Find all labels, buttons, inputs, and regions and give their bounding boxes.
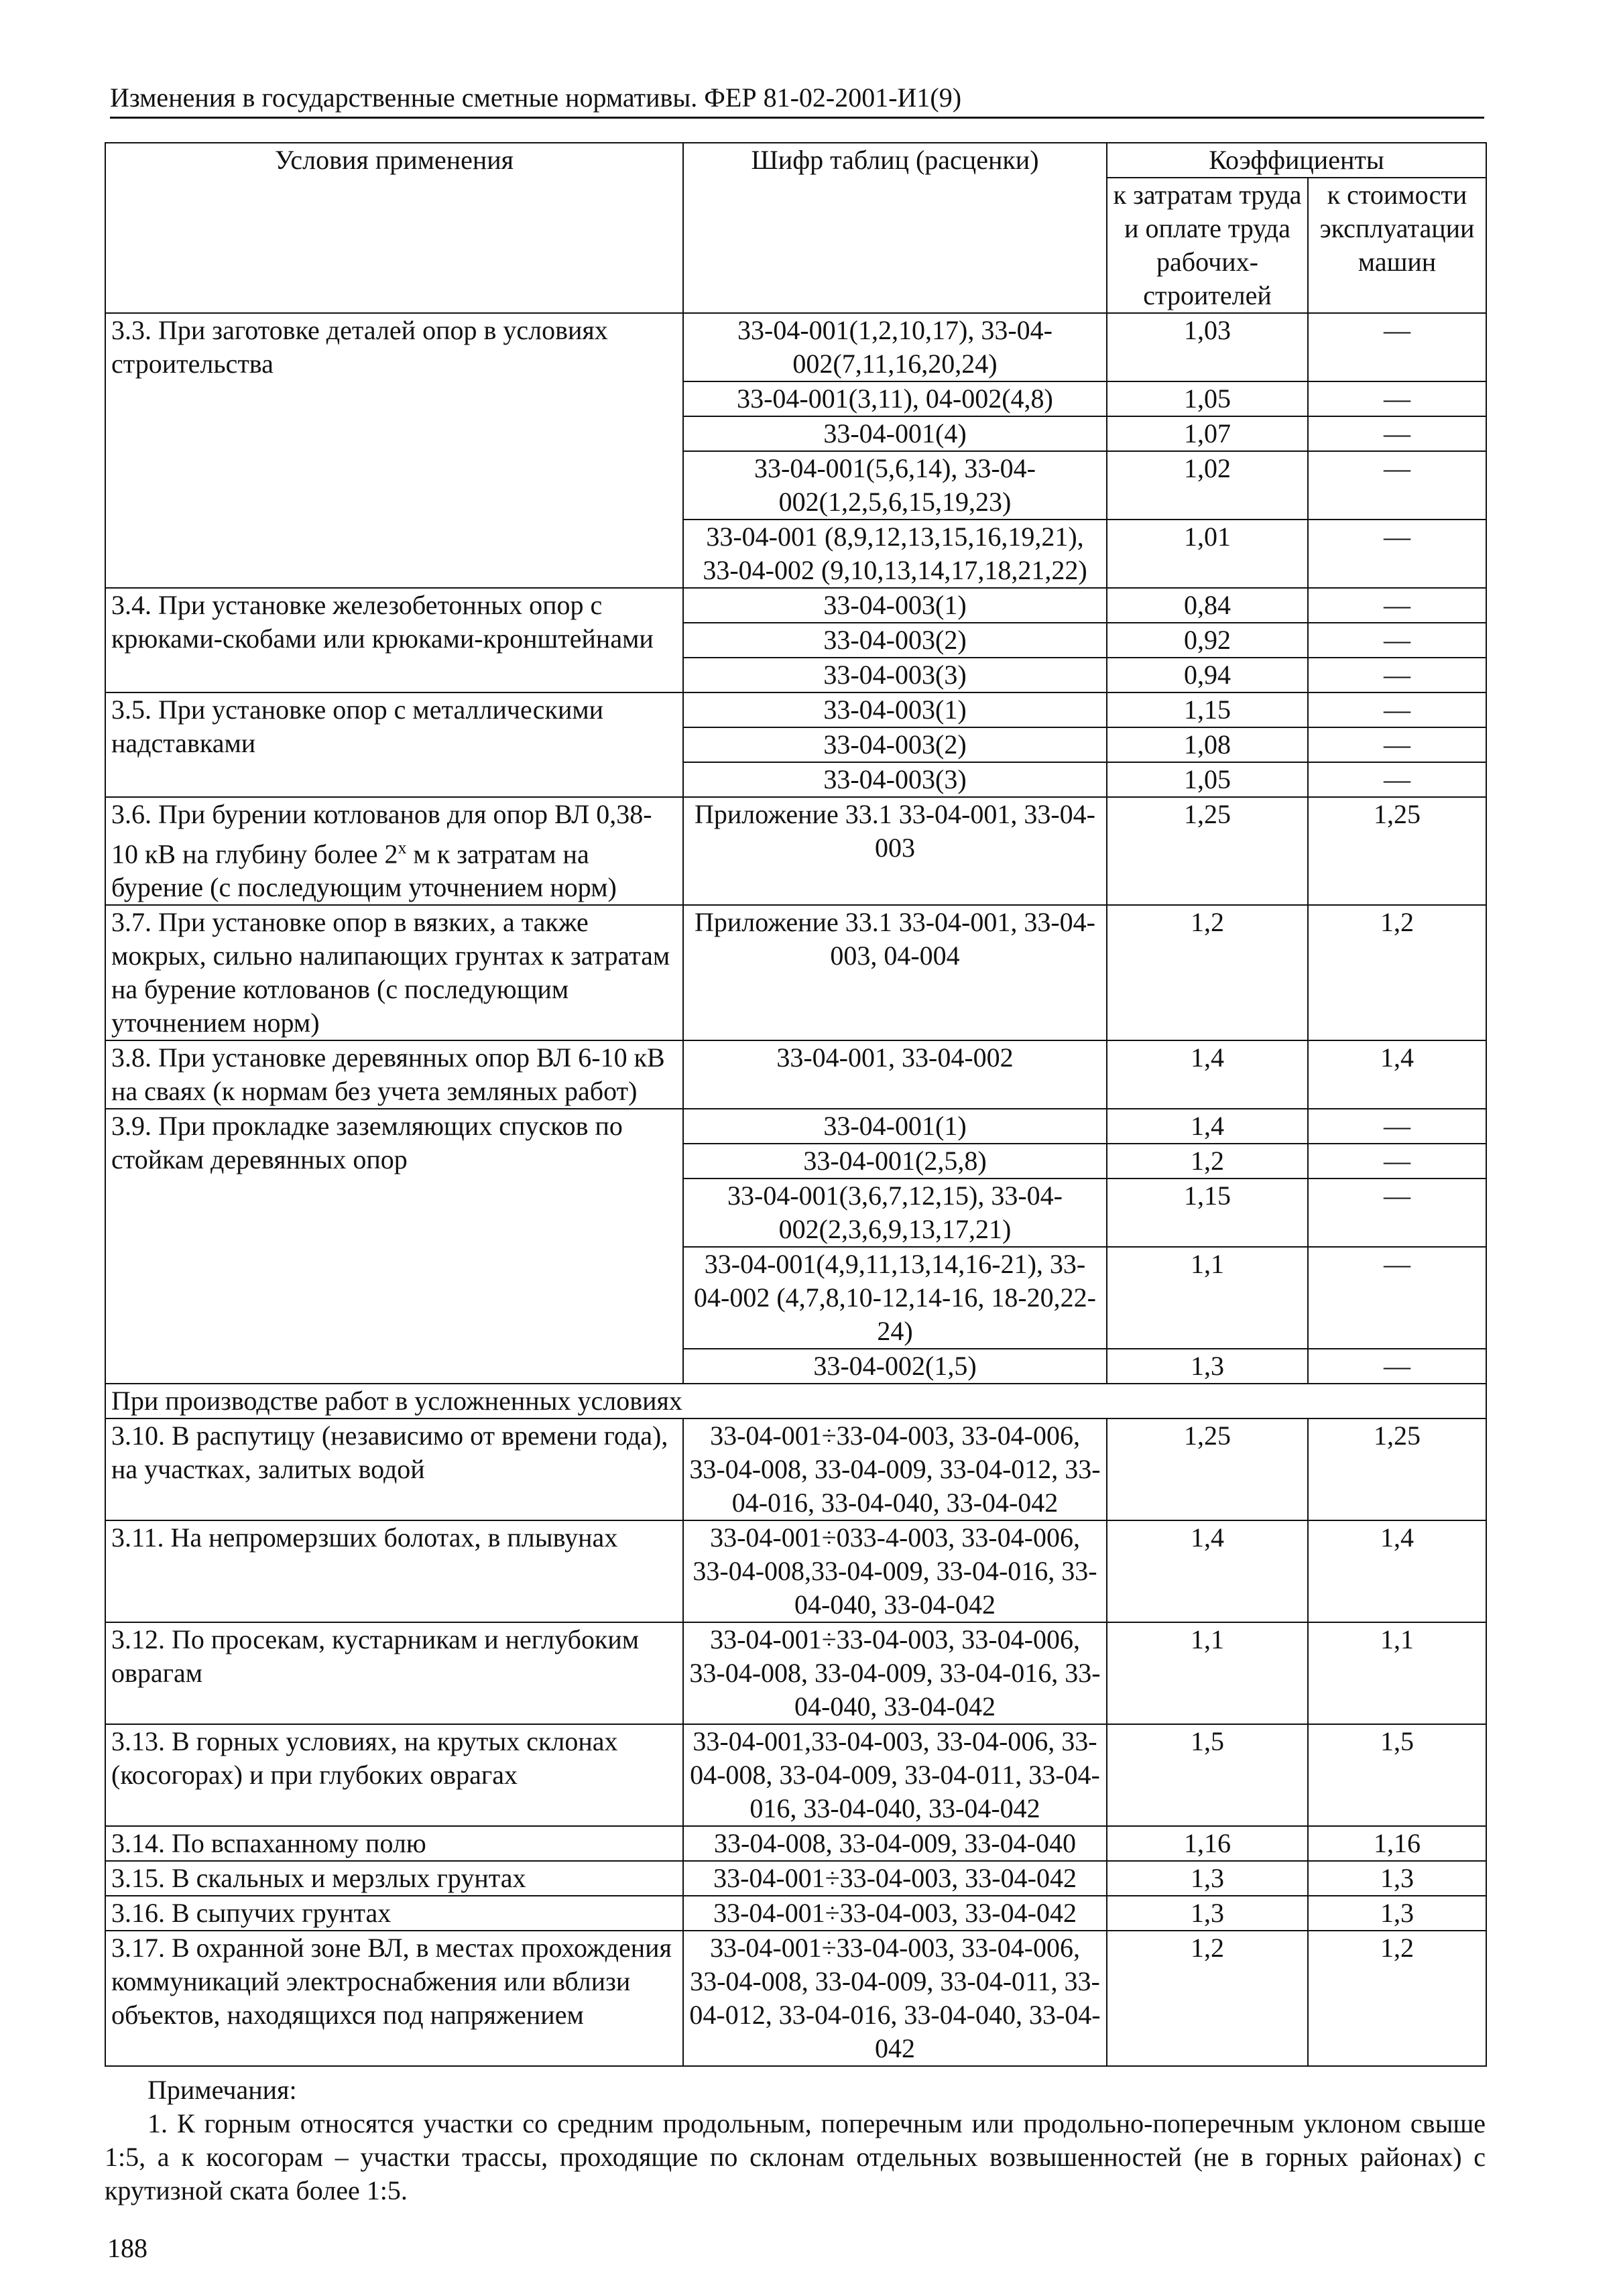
table-row [105, 692, 1486, 727]
machine-coefficient: — [1308, 658, 1486, 692]
labor-coefficient: 1,03 [1107, 313, 1308, 381]
machine-coefficient: 1,16 [1308, 1826, 1486, 1861]
table-row [105, 905, 1486, 1040]
labor-coefficient: 1,08 [1107, 727, 1308, 762]
labor-coefficient: 1,05 [1107, 762, 1308, 797]
page-number: 188 [107, 2233, 147, 2263]
machine-coefficient: 1,3 [1308, 1896, 1486, 1931]
labor-coefficient: 1,15 [1107, 692, 1308, 727]
code-cell: 33-04-001(1) [683, 1109, 1107, 1144]
code-cell: 33-04-001 (8,9,12,13,15,16,19,21), 33-04-002 (9,10,13,14,17,18,21,22) [683, 520, 1107, 588]
code-cell: 33-04-001, 33-04-002 [683, 1040, 1107, 1109]
code-cell: 33-04-003(1) [683, 588, 1107, 623]
labor-coefficient: 0,84 [1107, 588, 1308, 623]
section-row [105, 1384, 1486, 1418]
machine-coefficient: — [1308, 1247, 1486, 1349]
table-row [105, 1418, 1486, 1520]
machine-coefficient: 1,4 [1308, 1520, 1486, 1622]
code-cell: 33-04-003(1) [683, 692, 1107, 727]
machine-coefficient: — [1308, 1349, 1486, 1384]
labor-coefficient: 1,2 [1107, 905, 1308, 1040]
code-cell: 33-04-002(1,5) [683, 1349, 1107, 1384]
machine-coefficient: — [1308, 520, 1486, 588]
condition-cell: 3.8. При установке деревянных опор ВЛ 6-10 кВ на сваях (к нормам без учета земляных работ) [105, 1040, 683, 1109]
labor-coefficient: 1,01 [1107, 520, 1308, 588]
header-code: Шифр таблиц (расценки) [683, 143, 1107, 313]
labor-coefficient: 0,94 [1107, 658, 1308, 692]
labor-coefficient: 1,1 [1107, 1622, 1308, 1724]
table-row [105, 1520, 1486, 1622]
table-row [105, 1896, 1486, 1931]
condition-cell: 3.3. При заготовке деталей опор в условиях строительства [105, 313, 683, 588]
condition-cell: 3.12. По просекам, кустарникам и неглубоким оврагам [105, 1622, 683, 1724]
machine-coefficient: — [1308, 1144, 1486, 1179]
condition-cell: 3.13. В горных условиях, на крутых склонах (косогорах) и при глубоких оврагах [105, 1724, 683, 1826]
table-row [105, 797, 1486, 905]
notes-title: Примечания: [147, 2075, 297, 2105]
condition-cell: 3.11. На непромерзших болотах, в плывунах [105, 1520, 683, 1622]
code-cell: 33-04-001÷33-04-003, 33-04-006, 33-04-008, 33-04-009, 33-04-016, 33-04-040, 33-04-042 [683, 1622, 1107, 1724]
condition-cell: 3.4. При установке железобетонных опор с крюками-скобами или крюками-кронштейнами [105, 588, 683, 692]
table-row [105, 1724, 1486, 1826]
labor-coefficient: 1,16 [1107, 1826, 1308, 1861]
code-cell: Приложение 33.1 33-04-001, 33-04-003 [683, 797, 1107, 905]
code-cell: 33-04-001(2,5,8) [683, 1144, 1107, 1179]
labor-coefficient: 1,2 [1107, 1144, 1308, 1179]
labor-coefficient: 1,5 [1107, 1724, 1308, 1826]
condition-cell: 3.14. По вспаханному полю [105, 1826, 683, 1861]
condition-cell: 3.5. При установке опор с металлическими надставками [105, 692, 683, 797]
table-row [105, 1109, 1486, 1144]
code-cell: 33-04-008, 33-04-009, 33-04-040 [683, 1826, 1107, 1861]
note-item: 1. К горным относятся участки со средним продольным, поперечным или продольно-поперечным уклоном свыше 1:5, а к косогорам – участки трассы, проходящие по склонам отдельных возвышенностей (не в горных районах) с крутизной ската более 1:5. [105, 2108, 1486, 2206]
condition-cell: 3.6. При бурении котлованов для опор ВЛ 0,38-10 кВ на глубину более $2^х$ м к затратам на бурение (с последующим уточнением норм) [105, 797, 683, 905]
machine-coefficient: — [1308, 727, 1486, 762]
labor-coefficient: 1,05 [1107, 381, 1308, 416]
condition-cell: 3.9. При прокладке заземляющих спусков по стойкам деревянных опор [105, 1109, 683, 1384]
machine-coefficient: — [1308, 313, 1486, 381]
table-row [105, 588, 1486, 623]
table-row [105, 1622, 1486, 1724]
code-cell: 33-04-001(4,9,11,13,14,16-21), 33-04-002 (4,7,8,10-12,14-16, 18-20,22-24) [683, 1247, 1107, 1349]
table-row [105, 313, 1486, 381]
code-cell: 33-04-001(3,11), 04-002(4,8) [683, 381, 1107, 416]
labor-coefficient: 1,3 [1107, 1861, 1308, 1896]
machine-coefficient: 1,3 [1308, 1861, 1486, 1896]
condition-cell: 3.17. В охранной зоне ВЛ, в местах прохождения коммуникаций электроснабжения или вблизи объектов, находящихся под напряжением [105, 1931, 683, 2066]
section-title: При производстве работ в усложненных условиях [105, 1384, 1486, 1418]
machine-coefficient: — [1308, 1109, 1486, 1144]
machine-coefficient: 1,1 [1308, 1622, 1486, 1724]
labor-coefficient: 1,3 [1107, 1896, 1308, 1931]
code-cell: 33-04-001÷33-04-003, 33-04-042 [683, 1896, 1107, 1931]
code-cell: 33-04-001,33-04-003, 33-04-006, 33-04-008, 33-04-009, 33-04-011, 33-04-016, 33-04-040, 33-04-042 [683, 1724, 1107, 1826]
labor-coefficient: 1,4 [1107, 1040, 1308, 1109]
machine-coefficient: 1,5 [1308, 1724, 1486, 1826]
code-cell: Приложение 33.1 33-04-001, 33-04-003, 04-004 [683, 905, 1107, 1040]
page-header: Изменения в государственные сметные нормативы. ФЕР 81-02-2001-И1(9) [110, 82, 1484, 119]
labor-coefficient: 0,92 [1107, 623, 1308, 658]
machine-coefficient: — [1308, 381, 1486, 416]
machine-coefficient: — [1308, 1179, 1486, 1247]
machine-coefficient: — [1308, 416, 1486, 451]
table-body [105, 313, 1486, 2066]
machine-coefficient: 1,25 [1308, 797, 1486, 905]
header-condition: Условия применения [105, 143, 683, 313]
code-cell: 33-04-003(3) [683, 658, 1107, 692]
labor-coefficient: 1,1 [1107, 1247, 1308, 1349]
machine-coefficient: 1,2 [1308, 905, 1486, 1040]
condition-cell: 3.16. В сыпучих грунтах [105, 1896, 683, 1931]
labor-coefficient: 1,4 [1107, 1109, 1308, 1144]
machine-coefficient: — [1308, 451, 1486, 520]
code-cell: 33-04-001÷033-4-003, 33-04-006, 33-04-008,33-04-009, 33-04-016, 33-04-040, 33-04-042 [683, 1520, 1107, 1622]
labor-coefficient: 1,25 [1107, 797, 1308, 905]
machine-coefficient: — [1308, 623, 1486, 658]
coefficients-table [105, 142, 1487, 2067]
code-cell: 33-04-001÷33-04-003, 33-04-006, 33-04-008, 33-04-009, 33-04-012, 33-04-016, 33-04-040, 33-04-042 [683, 1418, 1107, 1520]
header-coefficients: Коэффициенты [1107, 143, 1486, 178]
condition-cell: 3.7. При установке опор в вязких, а также мокрых, сильно налипающих грунтах к затратам на бурение котлованов (с последующим уточнением норм) [105, 905, 683, 1040]
machine-coefficient: — [1308, 762, 1486, 797]
labor-coefficient: 1,07 [1107, 416, 1308, 451]
code-cell: 33-04-001÷33-04-003, 33-04-006, 33-04-008, 33-04-009, 33-04-011, 33-04-012, 33-04-016, 33-04-040, 33-04-042 [683, 1931, 1107, 2066]
labor-coefficient: 1,3 [1107, 1349, 1308, 1384]
labor-coefficient: 1,15 [1107, 1179, 1308, 1247]
condition-cell: 3.15. В скальных и мерзлых грунтах [105, 1861, 683, 1896]
machine-coefficient: — [1308, 588, 1486, 623]
header-machines: к стоимости эксплуатации машин [1308, 178, 1486, 313]
labor-coefficient: 1,25 [1107, 1418, 1308, 1520]
labor-coefficient: 1,2 [1107, 1931, 1308, 2066]
machine-coefficient: — [1308, 692, 1486, 727]
code-cell: 33-04-001(4) [683, 416, 1107, 451]
code-cell: 33-04-001(3,6,7,12,15), 33-04-002(2,3,6,9,13,17,21) [683, 1179, 1107, 1247]
code-cell: 33-04-001(1,2,10,17), 33-04-002(7,11,16,20,24) [683, 313, 1107, 381]
table-row [105, 1040, 1486, 1109]
table-row [105, 1861, 1486, 1896]
machine-coefficient: 1,2 [1308, 1931, 1486, 2066]
machine-coefficient: 1,4 [1308, 1040, 1486, 1109]
header-labor: к затратам труда и оплате труда рабочих-строителей [1107, 178, 1308, 313]
code-cell: 33-04-003(2) [683, 727, 1107, 762]
machine-coefficient: 1,25 [1308, 1418, 1486, 1520]
code-cell: 33-04-003(2) [683, 623, 1107, 658]
condition-cell: 3.10. В распутицу (независимо от времени года), на участках, залитых водой [105, 1418, 683, 1520]
code-cell: 33-04-001(5,6,14), 33-04-002(1,2,5,6,15,19,23) [683, 451, 1107, 520]
code-cell: 33-04-003(3) [683, 762, 1107, 797]
table-row [105, 1931, 1486, 2066]
code-cell: 33-04-001÷33-04-003, 33-04-042 [683, 1861, 1107, 1896]
notes [105, 2073, 1486, 2208]
labor-coefficient: 1,02 [1107, 451, 1308, 520]
labor-coefficient: 1,4 [1107, 1520, 1308, 1622]
table-row [105, 1826, 1486, 1861]
